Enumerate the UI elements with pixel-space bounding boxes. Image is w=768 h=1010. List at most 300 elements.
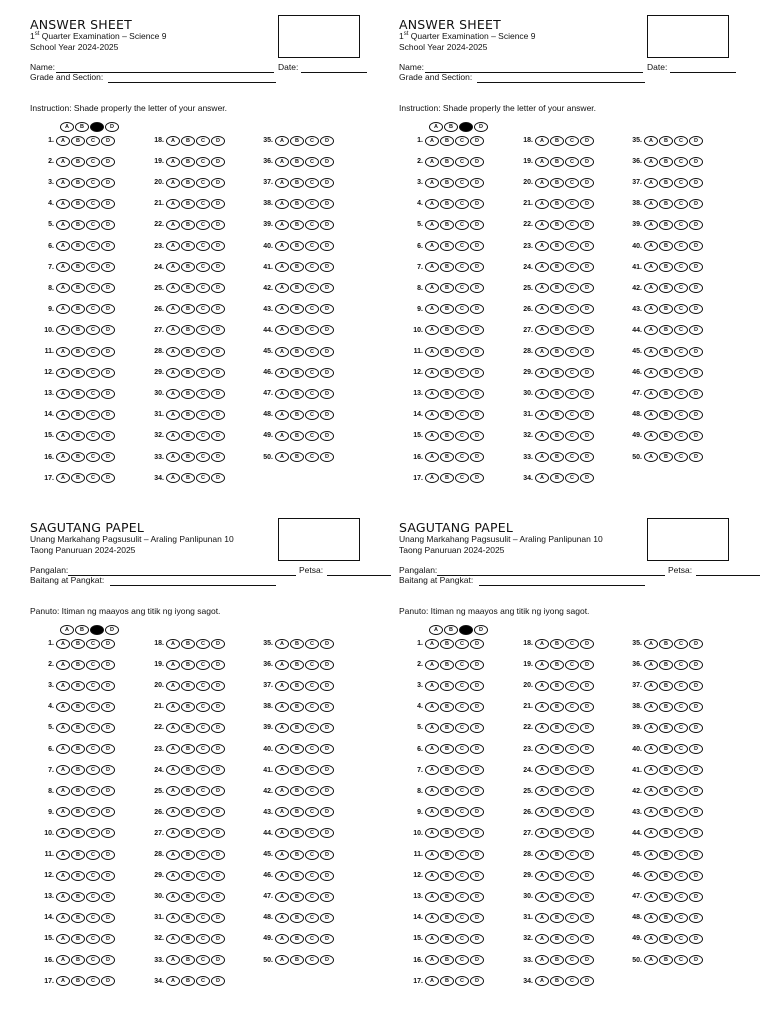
bubble-d[interactable]: D bbox=[689, 765, 703, 775]
bubble-d[interactable]: D bbox=[211, 976, 225, 986]
bubble-a[interactable]: A bbox=[275, 347, 289, 357]
bubble-c[interactable]: C bbox=[196, 157, 210, 167]
bubble-b[interactable]: B bbox=[440, 136, 454, 146]
bubble-d[interactable]: D bbox=[689, 199, 703, 209]
bubble-d[interactable]: D bbox=[580, 178, 594, 188]
bubble-b[interactable]: B bbox=[550, 639, 564, 649]
bubble-a[interactable]: A bbox=[425, 765, 439, 775]
bubble-a[interactable]: A bbox=[275, 304, 289, 314]
bubble-d[interactable]: D bbox=[580, 828, 594, 838]
bubble-b[interactable]: B bbox=[181, 723, 195, 733]
bubble-c[interactable]: C bbox=[305, 702, 319, 712]
bubble-d[interactable]: D bbox=[470, 262, 484, 272]
bubble-c[interactable]: C bbox=[305, 368, 319, 378]
bubble-d[interactable]: D bbox=[320, 681, 334, 691]
bubble-a[interactable]: A bbox=[166, 765, 180, 775]
bubble-b[interactable]: B bbox=[550, 892, 564, 902]
bubble-a[interactable]: A bbox=[535, 765, 549, 775]
bubble-c[interactable]: C bbox=[565, 452, 579, 462]
bubble-d[interactable]: D bbox=[101, 452, 115, 462]
bubble-d[interactable]: D bbox=[211, 723, 225, 733]
bubble-b[interactable]: B bbox=[659, 410, 673, 420]
bubble-d[interactable]: D bbox=[211, 744, 225, 754]
bubble-c[interactable]: C bbox=[305, 955, 319, 965]
bubble-a[interactable]: A bbox=[425, 452, 439, 462]
bubble-b[interactable]: B bbox=[71, 765, 85, 775]
bubble-a[interactable]: A bbox=[644, 871, 658, 881]
bubble-d[interactable]: D bbox=[689, 913, 703, 923]
bubble-d[interactable]: D bbox=[689, 157, 703, 167]
bubble-d[interactable]: D bbox=[211, 639, 225, 649]
bubble-d[interactable]: D bbox=[101, 368, 115, 378]
bubble-c[interactable]: C bbox=[565, 976, 579, 986]
bubble-c[interactable]: C bbox=[305, 241, 319, 251]
bubble-c[interactable]: C bbox=[455, 178, 469, 188]
bubble-c[interactable]: C bbox=[455, 807, 469, 817]
bubble-b[interactable]: B bbox=[71, 389, 85, 399]
bubble-a[interactable]: A bbox=[644, 639, 658, 649]
bubble-b[interactable]: B bbox=[71, 304, 85, 314]
bubble-b[interactable]: B bbox=[659, 157, 673, 167]
bubble-c[interactable]: C bbox=[305, 178, 319, 188]
bubble-c[interactable]: C bbox=[455, 325, 469, 335]
bubble-d[interactable]: D bbox=[101, 325, 115, 335]
bubble-b[interactable]: B bbox=[440, 786, 454, 796]
bubble-b[interactable]: B bbox=[440, 934, 454, 944]
bubble-b[interactable]: B bbox=[659, 452, 673, 462]
bubble-c[interactable]: C bbox=[305, 871, 319, 881]
bubble-b[interactable]: B bbox=[71, 639, 85, 649]
bubble-c[interactable]: C bbox=[86, 681, 100, 691]
bubble-b[interactable]: B bbox=[550, 934, 564, 944]
date-field[interactable] bbox=[670, 72, 736, 73]
bubble-a[interactable]: A bbox=[166, 913, 180, 923]
bubble-a[interactable]: A bbox=[535, 283, 549, 293]
bubble-a[interactable]: A bbox=[275, 828, 289, 838]
bubble-a[interactable]: A bbox=[275, 136, 289, 146]
bubble-b[interactable]: B bbox=[440, 452, 454, 462]
bubble-b[interactable]: B bbox=[550, 431, 564, 441]
bubble-d[interactable]: D bbox=[211, 828, 225, 838]
bubble-a[interactable]: A bbox=[535, 702, 549, 712]
bubble-b[interactable]: B bbox=[290, 892, 304, 902]
bubble-a[interactable]: A bbox=[275, 786, 289, 796]
bubble-d[interactable]: D bbox=[580, 934, 594, 944]
bubble-a[interactable]: A bbox=[166, 304, 180, 314]
bubble-d[interactable]: D bbox=[320, 368, 334, 378]
bubble-c[interactable]: C bbox=[565, 178, 579, 188]
bubble-b[interactable]: B bbox=[290, 283, 304, 293]
bubble-d[interactable]: D bbox=[101, 157, 115, 167]
bubble-c[interactable]: C bbox=[455, 892, 469, 902]
bubble-a[interactable]: A bbox=[166, 220, 180, 230]
bubble-d[interactable]: D bbox=[101, 765, 115, 775]
bubble-c[interactable]: C bbox=[455, 828, 469, 838]
bubble-c[interactable]: C bbox=[196, 199, 210, 209]
bubble-d[interactable]: D bbox=[101, 681, 115, 691]
bubble-a[interactable]: A bbox=[644, 262, 658, 272]
bubble-d[interactable]: D bbox=[580, 765, 594, 775]
bubble-b[interactable]: B bbox=[71, 283, 85, 293]
bubble-a[interactable]: A bbox=[535, 220, 549, 230]
bubble-c[interactable]: C bbox=[455, 681, 469, 691]
bubble-a[interactable]: A bbox=[644, 347, 658, 357]
bubble-b[interactable]: B bbox=[659, 178, 673, 188]
bubble-a[interactable]: A bbox=[166, 199, 180, 209]
bubble-a[interactable]: A bbox=[425, 136, 439, 146]
bubble-b[interactable]: B bbox=[181, 368, 195, 378]
bubble-b[interactable]: B bbox=[71, 807, 85, 817]
bubble-d[interactable]: D bbox=[320, 786, 334, 796]
bubble-c[interactable]: C bbox=[305, 347, 319, 357]
bubble-c[interactable]: C bbox=[455, 452, 469, 462]
bubble-a[interactable]: A bbox=[535, 304, 549, 314]
bubble-b[interactable]: B bbox=[71, 431, 85, 441]
bubble-c[interactable]: C bbox=[565, 241, 579, 251]
bubble-c[interactable]: C bbox=[196, 934, 210, 944]
bubble-c[interactable]: C bbox=[86, 304, 100, 314]
bubble-a[interactable]: A bbox=[56, 786, 70, 796]
bubble-d[interactable]: D bbox=[320, 283, 334, 293]
bubble-a[interactable]: A bbox=[644, 368, 658, 378]
bubble-b[interactable]: B bbox=[181, 262, 195, 272]
bubble-c[interactable]: C bbox=[565, 744, 579, 754]
bubble-a[interactable]: A bbox=[166, 744, 180, 754]
bubble-a[interactable]: A bbox=[425, 325, 439, 335]
bubble-b[interactable]: B bbox=[71, 473, 85, 483]
bubble-b[interactable]: B bbox=[290, 241, 304, 251]
bubble-b[interactable]: B bbox=[659, 639, 673, 649]
bubble-d[interactable]: D bbox=[101, 473, 115, 483]
bubble-a[interactable]: A bbox=[166, 660, 180, 670]
bubble-c[interactable]: C bbox=[565, 765, 579, 775]
bubble-a[interactable]: A bbox=[56, 241, 70, 251]
bubble-b[interactable]: B bbox=[550, 955, 564, 965]
bubble-c[interactable]: C bbox=[674, 702, 688, 712]
bubble-a[interactable]: A bbox=[56, 934, 70, 944]
bubble-c[interactable]: C bbox=[305, 157, 319, 167]
bubble-b[interactable]: B bbox=[440, 157, 454, 167]
score-box[interactable] bbox=[647, 15, 729, 58]
bubble-b[interactable]: B bbox=[550, 347, 564, 357]
bubble-b[interactable]: B bbox=[659, 681, 673, 691]
bubble-c[interactable]: C bbox=[196, 368, 210, 378]
bubble-d[interactable]: D bbox=[101, 431, 115, 441]
bubble-b[interactable]: B bbox=[71, 178, 85, 188]
bubble-d[interactable]: D bbox=[580, 702, 594, 712]
bubble-d[interactable]: D bbox=[211, 850, 225, 860]
bubble-c[interactable]: C bbox=[86, 828, 100, 838]
bubble-c[interactable]: C bbox=[86, 368, 100, 378]
bubble-a[interactable]: A bbox=[644, 157, 658, 167]
bubble-c[interactable]: C bbox=[674, 368, 688, 378]
bubble-a[interactable]: A bbox=[56, 220, 70, 230]
bubble-b[interactable]: B bbox=[71, 892, 85, 902]
bubble-d[interactable]: D bbox=[580, 786, 594, 796]
bubble-b[interactable]: B bbox=[71, 136, 85, 146]
bubble-b[interactable]: B bbox=[181, 934, 195, 944]
bubble-a[interactable]: A bbox=[275, 410, 289, 420]
bubble-c[interactable]: C bbox=[674, 681, 688, 691]
bubble-a[interactable]: A bbox=[535, 660, 549, 670]
bubble-a[interactable]: A bbox=[425, 283, 439, 293]
bubble-d[interactable]: D bbox=[211, 786, 225, 796]
bubble-c[interactable]: C bbox=[196, 389, 210, 399]
bubble-a[interactable]: A bbox=[166, 452, 180, 462]
bubble-c[interactable]: C bbox=[305, 325, 319, 335]
bubble-a[interactable]: A bbox=[644, 744, 658, 754]
bubble-b[interactable]: B bbox=[181, 389, 195, 399]
bubble-c[interactable]: C bbox=[305, 765, 319, 775]
bubble-d[interactable]: D bbox=[470, 976, 484, 986]
bubble-c[interactable]: C bbox=[455, 744, 469, 754]
bubble-c[interactable]: C bbox=[455, 136, 469, 146]
bubble-b[interactable]: B bbox=[71, 871, 85, 881]
bubble-d[interactable]: D bbox=[211, 410, 225, 420]
bubble-d[interactable]: D bbox=[580, 850, 594, 860]
bubble-c[interactable]: C bbox=[455, 220, 469, 230]
bubble-d[interactable]: D bbox=[211, 913, 225, 923]
bubble-a[interactable]: A bbox=[535, 473, 549, 483]
bubble-d[interactable]: D bbox=[580, 262, 594, 272]
bubble-a[interactable]: A bbox=[166, 807, 180, 817]
bubble-a[interactable]: A bbox=[425, 199, 439, 209]
bubble-d[interactable]: D bbox=[580, 639, 594, 649]
bubble-a[interactable]: A bbox=[166, 934, 180, 944]
bubble-d[interactable]: D bbox=[101, 702, 115, 712]
bubble-b[interactable]: B bbox=[71, 368, 85, 378]
bubble-c[interactable]: C bbox=[196, 744, 210, 754]
bubble-d[interactable]: D bbox=[320, 220, 334, 230]
bubble-a[interactable]: A bbox=[535, 452, 549, 462]
bubble-b[interactable]: B bbox=[71, 220, 85, 230]
bubble-c[interactable]: C bbox=[305, 304, 319, 314]
bubble-c[interactable]: C bbox=[86, 723, 100, 733]
bubble-d[interactable]: D bbox=[580, 325, 594, 335]
bubble-c[interactable]: C bbox=[674, 807, 688, 817]
bubble-a[interactable]: A bbox=[535, 723, 549, 733]
bubble-d[interactable]: D bbox=[211, 871, 225, 881]
bubble-b[interactable]: B bbox=[440, 639, 454, 649]
bubble-c[interactable]: C bbox=[565, 934, 579, 944]
bubble-c[interactable]: C bbox=[86, 431, 100, 441]
bubble-d[interactable]: D bbox=[689, 136, 703, 146]
bubble-a[interactable]: A bbox=[56, 178, 70, 188]
bubble-b[interactable]: B bbox=[290, 262, 304, 272]
bubble-d[interactable]: D bbox=[689, 744, 703, 754]
bubble-d[interactable]: D bbox=[689, 368, 703, 378]
bubble-d[interactable]: D bbox=[101, 913, 115, 923]
bubble-a[interactable]: A bbox=[166, 262, 180, 272]
bubble-a[interactable]: A bbox=[535, 639, 549, 649]
bubble-a[interactable]: A bbox=[644, 220, 658, 230]
bubble-b[interactable]: B bbox=[550, 199, 564, 209]
bubble-b[interactable]: B bbox=[550, 325, 564, 335]
bubble-c[interactable]: C bbox=[196, 410, 210, 420]
bubble-d[interactable]: D bbox=[211, 389, 225, 399]
bubble-d[interactable]: D bbox=[101, 660, 115, 670]
bubble-c[interactable]: C bbox=[565, 325, 579, 335]
bubble-d[interactable]: D bbox=[470, 913, 484, 923]
bubble-d[interactable]: D bbox=[211, 136, 225, 146]
bubble-a[interactable]: A bbox=[166, 473, 180, 483]
bubble-a[interactable]: A bbox=[535, 262, 549, 272]
bubble-d[interactable]: D bbox=[211, 241, 225, 251]
bubble-d[interactable]: D bbox=[211, 473, 225, 483]
bubble-b[interactable]: B bbox=[440, 431, 454, 441]
bubble-c[interactable]: C bbox=[86, 325, 100, 335]
bubble-a[interactable]: A bbox=[166, 325, 180, 335]
bubble-c[interactable]: C bbox=[455, 786, 469, 796]
bubble-d[interactable]: D bbox=[580, 892, 594, 902]
bubble-b[interactable]: B bbox=[181, 807, 195, 817]
bubble-c[interactable]: C bbox=[674, 744, 688, 754]
bubble-c[interactable]: C bbox=[565, 304, 579, 314]
bubble-a[interactable]: A bbox=[275, 262, 289, 272]
score-box[interactable] bbox=[278, 15, 360, 58]
bubble-d[interactable]: D bbox=[320, 639, 334, 649]
bubble-b[interactable]: B bbox=[181, 325, 195, 335]
bubble-c[interactable]: C bbox=[455, 283, 469, 293]
bubble-b[interactable]: B bbox=[440, 765, 454, 775]
bubble-c[interactable]: C bbox=[565, 828, 579, 838]
bubble-b[interactable]: B bbox=[550, 976, 564, 986]
bubble-b[interactable]: B bbox=[290, 786, 304, 796]
bubble-b[interactable]: B bbox=[440, 325, 454, 335]
bubble-a[interactable]: A bbox=[56, 765, 70, 775]
bubble-c[interactable]: C bbox=[565, 807, 579, 817]
bubble-d[interactable]: D bbox=[580, 410, 594, 420]
bubble-b[interactable]: B bbox=[181, 786, 195, 796]
bubble-c[interactable]: C bbox=[455, 871, 469, 881]
bubble-c[interactable]: C bbox=[196, 347, 210, 357]
bubble-c[interactable]: C bbox=[305, 639, 319, 649]
bubble-a[interactable]: A bbox=[56, 976, 70, 986]
bubble-b[interactable]: B bbox=[181, 220, 195, 230]
bubble-a[interactable]: A bbox=[166, 136, 180, 146]
bubble-d[interactable]: D bbox=[101, 976, 115, 986]
bubble-d[interactable]: D bbox=[689, 786, 703, 796]
bubble-c[interactable]: C bbox=[565, 431, 579, 441]
bubble-d[interactable]: D bbox=[580, 136, 594, 146]
bubble-d[interactable]: D bbox=[689, 934, 703, 944]
bubble-d[interactable]: D bbox=[470, 744, 484, 754]
bubble-b[interactable]: B bbox=[440, 304, 454, 314]
bubble-d[interactable]: D bbox=[101, 807, 115, 817]
bubble-b[interactable]: B bbox=[71, 786, 85, 796]
bubble-d[interactable]: D bbox=[470, 452, 484, 462]
bubble-c[interactable]: C bbox=[196, 220, 210, 230]
bubble-a[interactable]: A bbox=[425, 723, 439, 733]
bubble-a[interactable]: A bbox=[535, 913, 549, 923]
bubble-b[interactable]: B bbox=[659, 892, 673, 902]
bubble-b[interactable]: B bbox=[659, 913, 673, 923]
bubble-a[interactable]: A bbox=[56, 807, 70, 817]
bubble-b[interactable]: B bbox=[71, 347, 85, 357]
bubble-b[interactable]: B bbox=[659, 325, 673, 335]
bubble-b[interactable]: B bbox=[550, 220, 564, 230]
bubble-b[interactable]: B bbox=[659, 304, 673, 314]
bubble-c[interactable]: C bbox=[196, 786, 210, 796]
bubble-d[interactable]: D bbox=[320, 850, 334, 860]
bubble-a[interactable]: A bbox=[56, 262, 70, 272]
bubble-a[interactable]: A bbox=[644, 452, 658, 462]
bubble-c[interactable]: C bbox=[565, 199, 579, 209]
bubble-c[interactable]: C bbox=[86, 178, 100, 188]
bubble-d[interactable]: D bbox=[580, 283, 594, 293]
bubble-c[interactable]: C bbox=[565, 702, 579, 712]
bubble-a[interactable]: A bbox=[535, 389, 549, 399]
bubble-b[interactable]: B bbox=[181, 892, 195, 902]
bubble-b[interactable]: B bbox=[181, 639, 195, 649]
bubble-a[interactable]: A bbox=[425, 892, 439, 902]
bubble-c[interactable]: C bbox=[455, 431, 469, 441]
bubble-b[interactable]: B bbox=[659, 828, 673, 838]
bubble-c[interactable]: C bbox=[674, 410, 688, 420]
bubble-d[interactable]: D bbox=[580, 157, 594, 167]
bubble-a[interactable]: A bbox=[166, 955, 180, 965]
bubble-c[interactable]: C bbox=[196, 473, 210, 483]
bubble-b[interactable]: B bbox=[550, 304, 564, 314]
bubble-d[interactable]: D bbox=[211, 304, 225, 314]
bubble-c[interactable]: C bbox=[455, 723, 469, 733]
bubble-b[interactable]: B bbox=[181, 178, 195, 188]
bubble-c[interactable]: C bbox=[565, 410, 579, 420]
bubble-b[interactable]: B bbox=[181, 283, 195, 293]
bubble-b[interactable]: B bbox=[440, 283, 454, 293]
bubble-b[interactable]: B bbox=[440, 681, 454, 691]
bubble-c[interactable]: C bbox=[565, 660, 579, 670]
bubble-d[interactable]: D bbox=[580, 976, 594, 986]
bubble-a[interactable]: A bbox=[56, 157, 70, 167]
bubble-a[interactable]: A bbox=[425, 178, 439, 188]
bubble-c[interactable]: C bbox=[196, 723, 210, 733]
bubble-c[interactable]: C bbox=[86, 639, 100, 649]
bubble-a[interactable]: A bbox=[644, 955, 658, 965]
bubble-d[interactable]: D bbox=[211, 220, 225, 230]
bubble-d[interactable]: D bbox=[320, 723, 334, 733]
bubble-c[interactable]: C bbox=[305, 452, 319, 462]
bubble-a[interactable]: A bbox=[644, 389, 658, 399]
bubble-a[interactable]: A bbox=[644, 786, 658, 796]
bubble-d[interactable]: D bbox=[689, 892, 703, 902]
bubble-a[interactable]: A bbox=[535, 786, 549, 796]
bubble-a[interactable]: A bbox=[275, 744, 289, 754]
bubble-d[interactable]: D bbox=[320, 347, 334, 357]
bubble-b[interactable]: B bbox=[290, 828, 304, 838]
bubble-b[interactable]: B bbox=[440, 807, 454, 817]
bubble-d[interactable]: D bbox=[470, 178, 484, 188]
bubble-c[interactable]: C bbox=[196, 976, 210, 986]
bubble-c[interactable]: C bbox=[86, 892, 100, 902]
bubble-c[interactable]: C bbox=[565, 283, 579, 293]
bubble-a[interactable]: A bbox=[56, 702, 70, 712]
bubble-c[interactable]: C bbox=[565, 786, 579, 796]
bubble-a[interactable]: A bbox=[275, 681, 289, 691]
bubble-d[interactable]: D bbox=[470, 389, 484, 399]
grade-section-field[interactable] bbox=[477, 82, 645, 83]
bubble-c[interactable]: C bbox=[196, 304, 210, 314]
bubble-c[interactable]: C bbox=[674, 639, 688, 649]
bubble-b[interactable]: B bbox=[440, 241, 454, 251]
bubble-c[interactable]: C bbox=[674, 934, 688, 944]
bubble-d[interactable]: D bbox=[470, 723, 484, 733]
date-field[interactable] bbox=[696, 575, 760, 576]
bubble-d[interactable]: D bbox=[689, 325, 703, 335]
bubble-b[interactable]: B bbox=[440, 850, 454, 860]
bubble-d[interactable]: D bbox=[211, 283, 225, 293]
bubble-b[interactable]: B bbox=[550, 660, 564, 670]
